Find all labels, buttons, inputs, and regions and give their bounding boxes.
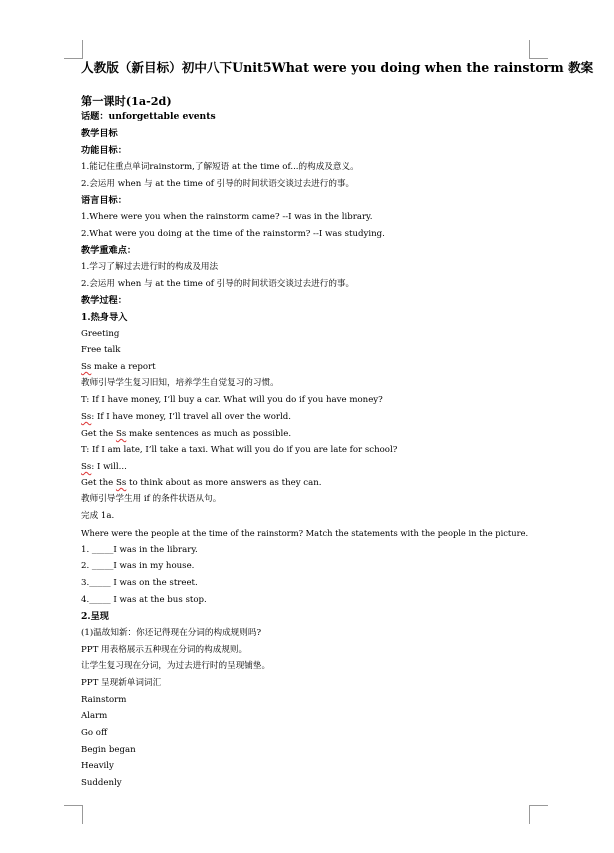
- where-were-line: Where were the people at the time of the rainstorm? Match the statements with the people in the picture.: [81, 528, 529, 538]
- corner-mark-bottom-left: [64, 805, 83, 824]
- step1-heading: 1.热身导入: [81, 312, 128, 323]
- finish-1a-line: 完成 1a.: [81, 511, 115, 521]
- ss-report-line: [81, 362, 156, 373]
- function-goal-1: 1.能记住重点单词rainstorm,了解短语 at the time of...的构成及意义。: [81, 162, 359, 172]
- teacher-if-line: 教师引导学生用 if 的条件状语从句。: [81, 494, 222, 504]
- get-ss-rest: make sentences as much as possible.: [126, 429, 292, 439]
- vocab-word: Go off: [81, 728, 108, 738]
- key-point-1: 1.学习了解过去进行时的构成及用法: [81, 262, 219, 272]
- goals-heading: 教学目标: [81, 128, 118, 139]
- vocab-word: Suddenly: [81, 778, 122, 788]
- t-late-line: T: If I am late, I’ll take a taxi. What will you do if you are late for school?: [81, 445, 398, 455]
- key-points-heading: 教学重难点：: [81, 245, 137, 256]
- get-think-prefix: Get the: [81, 478, 116, 488]
- step2-heading: 2.呈现: [81, 611, 109, 622]
- ppt-words-line: PPT 呈现新单词词汇: [81, 678, 162, 688]
- ss-report-rest: make a report: [91, 362, 156, 372]
- ss-will-rest: : I will...: [91, 462, 127, 472]
- ss-money-rest: : If I have money, I’ll travel all over the world.: [91, 412, 292, 422]
- ss-money-line: [81, 412, 291, 423]
- ss-word: Ss: [81, 362, 92, 372]
- get-think-line: [81, 478, 322, 489]
- match-item-1: 1. _____I was in the library.: [81, 545, 198, 555]
- match-item-3: 3._____ I was on the street.: [81, 578, 198, 588]
- vocab-word: Rainstorm: [81, 695, 127, 705]
- corner-mark-top-left: [64, 40, 83, 59]
- language-goals-heading: 语言目标：: [81, 195, 127, 206]
- language-goal-1: 1.Where were you when the rainstorm came? --I was in the library.: [81, 212, 373, 222]
- greeting-line: Greeting: [81, 329, 120, 339]
- ppt-table-line: PPT 用表格展示五种现在分词的构成规则。: [81, 645, 248, 655]
- key-point-2: 2.会运用 when 与 at the time of 引导的时间状语交谈过去进行的事。: [81, 279, 355, 289]
- vocab-word: Begin began: [81, 745, 136, 755]
- ss-word: Ss: [81, 412, 92, 422]
- students-review-line: 让学生复习现在分词，为过去进行时的呈现铺垫。: [81, 661, 271, 671]
- get-ss-prefix: Get the: [81, 429, 116, 439]
- corner-mark-bottom-right: [529, 805, 548, 824]
- get-think-rest: to think about as more answers as they can.: [126, 478, 322, 488]
- topic-line: 话题：unforgettable events: [81, 111, 216, 122]
- ss-will-line: [81, 462, 127, 473]
- function-goals-heading: 功能目标：: [81, 145, 127, 156]
- language-goal-2: 2.What were you doing at the time of the rainstorm? --I was studying.: [81, 229, 385, 239]
- match-item-4: 4._____ I was at the bus stop.: [81, 595, 207, 605]
- ss-word: Ss: [81, 462, 92, 472]
- lesson-heading: 第一课时(1a-2d): [81, 94, 172, 108]
- function-goal-2: 2.会运用 when 与 at the time of 引导的时间状语交谈过去进行的事。: [81, 179, 355, 189]
- match-item-2: 2. _____I was in my house.: [81, 561, 195, 571]
- free-talk-line: Free talk: [81, 345, 121, 355]
- corner-mark-top-right: [529, 40, 548, 59]
- t-money-line: T: If I have money, I’ll buy a car. What will you do if you have money?: [81, 395, 383, 405]
- get-ss-line: [81, 429, 291, 440]
- vocab-word: Heavily: [81, 761, 114, 771]
- document-title: 人教版（新目标）初中八下Unit5What were you doing when the rainstorm 教案: [81, 60, 594, 75]
- review-question-line: (1)温故知新：你还记得现在分词的构成规则吗?: [81, 628, 262, 638]
- process-heading: 教学过程：: [81, 295, 127, 306]
- ss-word: Ss: [115, 478, 127, 488]
- vocab-word: Alarm: [81, 711, 108, 721]
- teacher-review-line: 教师引导学生复习旧知，培养学生自觉复习的习惯。: [81, 378, 279, 388]
- ss-word: Ss: [115, 429, 127, 439]
